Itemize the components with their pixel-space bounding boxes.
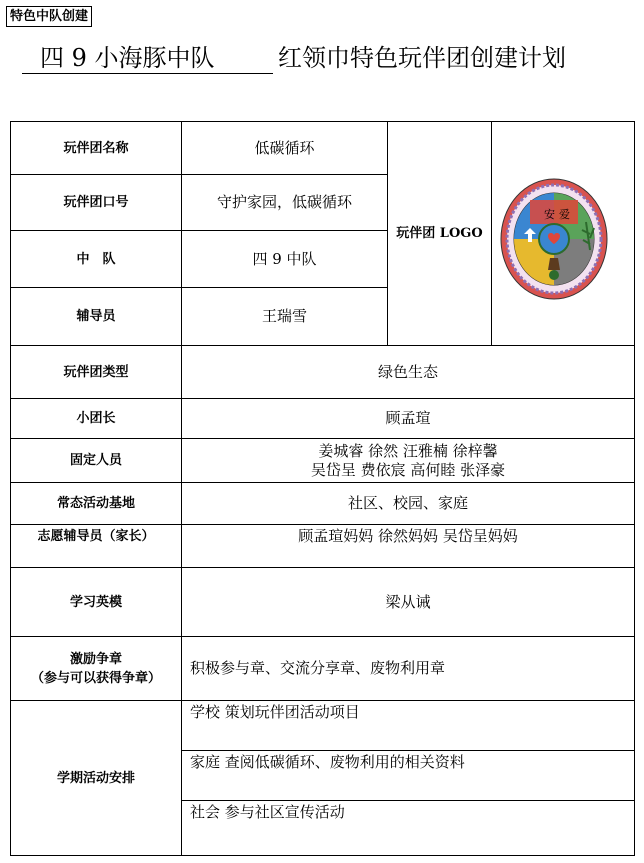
members-label: 固定人员: [69, 453, 122, 468]
model-label: 学习英模: [69, 594, 122, 610]
type-value: 绿色生态: [377, 362, 438, 381]
badge-label-line-2: （参与可以获得争章）: [30, 670, 161, 686]
plan-item-community: 社会 参与社区宣传活动: [190, 803, 345, 821]
counselor-label: 辅导员: [76, 309, 116, 324]
base-label: 常态活动基地: [56, 496, 135, 511]
type-label: 玩伴团类型: [63, 364, 129, 380]
table-border-right: [634, 121, 635, 856]
badge-value: 积极参与章、交流分享章、废物利用章: [190, 659, 446, 677]
logo-char-1: 安: [544, 208, 555, 221]
plan-item-home: 家庭 查阅低碳循环、废物利用的相关资料: [190, 753, 465, 771]
members-line-2: 吴岱呈 费依宸 高何睦 张泽豪: [310, 460, 506, 479]
plan-label: 学期活动安排: [56, 770, 135, 786]
row-divider: [182, 800, 635, 801]
col-divider: [491, 121, 492, 346]
volunteer-label: 志愿辅导员（家长）: [37, 528, 155, 544]
leader-label: 小团长: [76, 411, 116, 426]
squad-value: 四 9 中队: [252, 249, 317, 268]
section-tag: 特色中队创建: [6, 6, 92, 27]
team-logo: [500, 178, 608, 300]
name-value: 低碳循环: [254, 138, 315, 157]
logo-char-2: 爱: [559, 208, 570, 221]
title-squad-name: 四 9 小海豚中队: [40, 44, 215, 72]
base-value: 社区、校园、家庭: [347, 494, 468, 512]
name-label: 玩伴团名称: [63, 140, 129, 156]
row-divider: [182, 750, 635, 751]
badge-label-line-1: 激励争章: [69, 651, 122, 667]
squad-label: 中 队: [76, 251, 116, 267]
plan-item-school: 学校 策划玩伴团活动项目: [190, 703, 360, 721]
counselor-value: 王瑞雪: [261, 307, 307, 325]
members-line-1: 姜城睿 徐然 汪雅楠 徐梓馨: [318, 441, 498, 460]
leader-value: 顾孟瑄: [385, 409, 431, 427]
slogan-value: 守护家园，低碳循环: [216, 193, 352, 211]
volunteer-value: 顾孟瑄妈妈 徐然妈妈 吴岱呈妈妈: [298, 526, 518, 545]
logo-label: 玩伴团 LOGO: [396, 226, 483, 241]
model-value: 梁从诫: [385, 592, 431, 611]
badge-label: [11, 637, 181, 700]
members-value: [182, 439, 634, 482]
title-plan-name: 红领巾特色玩伴团创建计划: [278, 44, 566, 72]
table-border-bottom: [10, 855, 635, 856]
slogan-label: 玩伴团口号: [63, 195, 129, 210]
